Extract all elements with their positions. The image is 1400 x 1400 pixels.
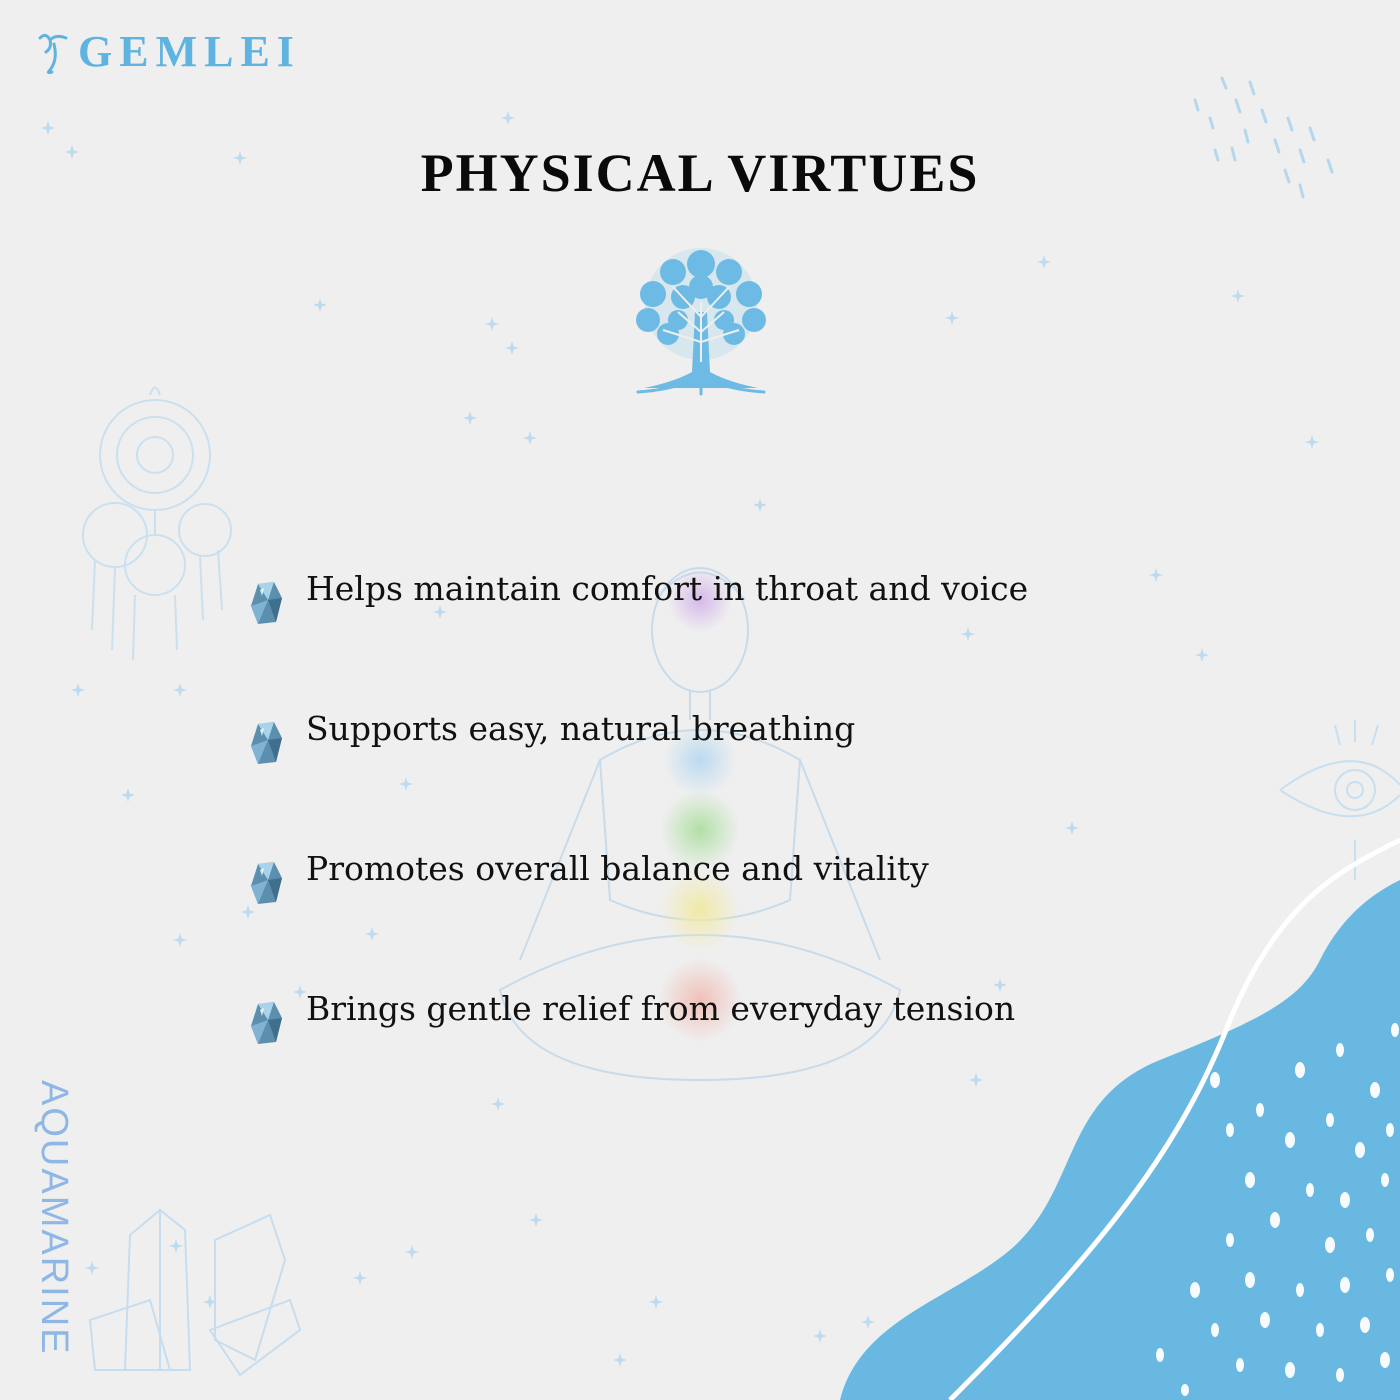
evil-eye-illustration (1280, 720, 1400, 880)
list-item (248, 706, 1068, 754)
sparkle-star-icon (1195, 648, 1209, 662)
sparkle-star-icon (813, 1329, 827, 1343)
sparkle-star-icon (169, 1239, 183, 1253)
sparkle-star-icon (613, 1353, 627, 1367)
sparkle-star-icon (649, 1295, 663, 1309)
virtue-text: Promotes overall balance and vitality (306, 849, 929, 888)
sparkle-star-icon (121, 788, 135, 802)
sparkle-star-icon (85, 1261, 99, 1275)
virtue-text: Supports easy, natural breathing (306, 709, 856, 748)
aquamarine-gem-icon (248, 998, 284, 1046)
aquamarine-gem-icon (248, 718, 284, 766)
sparkle-star-icon (71, 683, 85, 697)
gemlei-logo-icon (36, 30, 72, 74)
sparkle-star-icon (753, 498, 767, 512)
sparkle-star-icon (501, 111, 515, 125)
aquamarine-gem-icon (248, 858, 284, 906)
brand-logo (36, 28, 301, 76)
aquamarine-gem-icon (248, 578, 284, 626)
sparkle-star-icon (523, 431, 537, 445)
sparkle-star-icon (463, 411, 477, 425)
brand-name: GEMLEI (78, 27, 301, 76)
virtues-list (248, 566, 1068, 1126)
sparkle-star-icon (485, 317, 499, 331)
list-item (248, 986, 1068, 1034)
sparkle-star-icon (1149, 568, 1163, 582)
sparkle-star-icon (529, 1213, 543, 1227)
sparkle-star-icon (1037, 255, 1051, 269)
tree-of-life-icon (618, 242, 784, 396)
gemstone-side-label: AQUAMARINE (33, 1080, 75, 1356)
sparkle-star-icon (353, 1271, 367, 1285)
sparkle-star-icon (945, 311, 959, 325)
sparkle-star-icon (405, 1245, 419, 1259)
virtue-text: Brings gentle relief from everyday tension (306, 989, 1016, 1028)
sparkle-star-icon (505, 341, 519, 355)
sparkle-star-icon (173, 933, 187, 947)
list-item (248, 566, 1068, 614)
dreamcatcher-illustration (83, 388, 231, 661)
page-title: PHYSICAL VIRTUES (420, 143, 980, 203)
crystal-cluster-illustration (90, 1210, 300, 1375)
sparkle-star-icon (41, 121, 55, 135)
sparkle-star-icon (313, 298, 327, 312)
sparkle-star-icon (861, 1315, 875, 1329)
sparkle-star-icon (1305, 435, 1319, 449)
list-item (248, 846, 1068, 894)
sparkle-star-icon (1231, 289, 1245, 303)
sparkle-star-icon (173, 683, 187, 697)
virtue-text: Helps maintain comfort in throat and voice (306, 569, 1029, 608)
